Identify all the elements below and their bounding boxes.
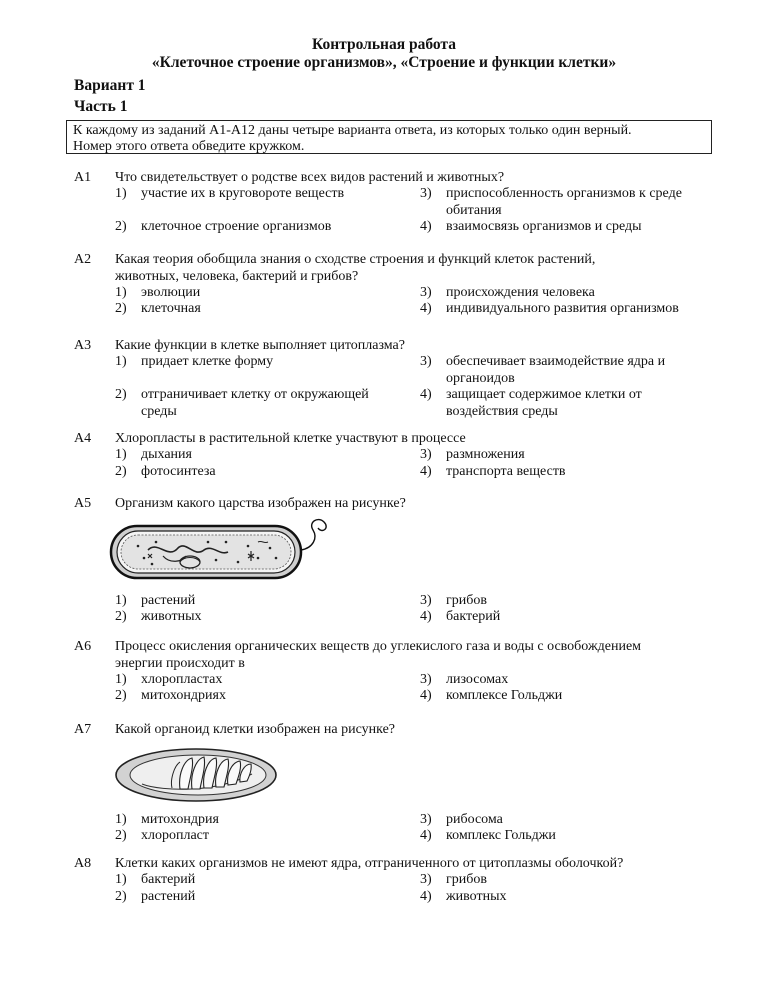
option-number: 3): [420, 447, 432, 462]
instruction-line-2: Номер этого ответа обведите кружком.: [73, 139, 305, 154]
option-number: 2): [115, 387, 127, 402]
option-text: [446, 447, 525, 464]
option-number: 4): [420, 828, 432, 843]
instruction-box: [66, 120, 712, 154]
question-number: А7: [74, 722, 92, 737]
option-text-line: хлоропласт: [141, 828, 210, 843]
option-text-line: грибов: [446, 593, 487, 608]
option-text-line: эволюции: [141, 285, 201, 300]
question-text-line: Процесс окисления органических веществ до углекислого газа и воды с освобождением: [115, 639, 642, 654]
question-text: [115, 856, 675, 873]
question-text: [115, 431, 675, 448]
option-text: [446, 672, 508, 689]
option-text: [141, 285, 200, 302]
question-text: [115, 338, 675, 355]
option-text-line: защищает содержимое клетки от: [446, 387, 642, 402]
option-text: [141, 301, 201, 318]
option-text-line: комплекс Гольджи: [446, 828, 556, 843]
option-text-line: животных: [446, 889, 507, 904]
option-number: 1): [115, 672, 127, 687]
instruction-line-1: К каждому из заданий А1-А12 даны четыре варианта ответа, из которых только один верный.: [73, 123, 632, 138]
question-text: [115, 496, 675, 513]
question-text-line: Какой органоид клетки изображен на рисунке?: [115, 722, 395, 737]
option-text: [446, 609, 500, 626]
option-text: [141, 219, 331, 236]
option-text: [446, 354, 665, 387]
question-number: А3: [74, 338, 92, 353]
option-number: 2): [115, 889, 127, 904]
option-text: [446, 186, 682, 219]
option-text: [141, 872, 195, 889]
option-text-line: растений: [141, 593, 196, 608]
option-text-line: бактерий: [446, 609, 501, 624]
option-number: 2): [115, 609, 127, 624]
option-number: 4): [420, 688, 432, 703]
option-text-line: лизосомах: [446, 672, 509, 687]
option-number: 3): [420, 354, 432, 369]
option-text-line: придает клетке форму: [141, 354, 274, 369]
question-text: [115, 252, 675, 285]
question-number: А1: [74, 170, 92, 185]
option-text: [446, 889, 507, 906]
option-text-line: органоидов: [446, 370, 515, 386]
option-text-line: митохондрия: [141, 812, 219, 827]
question-number: А6: [74, 639, 92, 654]
option-number: 1): [115, 872, 127, 887]
option-number: 3): [420, 186, 432, 201]
option-text: [446, 219, 642, 236]
part-heading: Часть 1: [74, 98, 128, 115]
option-number: 1): [115, 186, 127, 201]
option-text: [141, 889, 195, 906]
option-number: 2): [115, 219, 127, 234]
option-text: [141, 387, 369, 420]
option-text-line: фотосинтеза: [141, 464, 216, 479]
option-text-line: митохондриях: [141, 688, 226, 703]
option-text: [446, 828, 556, 845]
option-text-line: рибосома: [446, 812, 503, 827]
option-text: [141, 464, 216, 481]
option-number: 3): [420, 672, 432, 687]
option-text: [141, 828, 209, 845]
option-text-line: дыхания: [141, 447, 192, 462]
question-text: [115, 639, 675, 672]
option-text: [446, 872, 487, 889]
option-number: 1): [115, 285, 127, 300]
variant-heading: Вариант 1: [74, 77, 146, 94]
option-text-line: размножения: [446, 447, 525, 462]
option-text-line: грибов: [446, 872, 487, 887]
option-number: 3): [420, 812, 432, 827]
option-text-line: растений: [141, 889, 196, 904]
option-text: [446, 387, 642, 420]
mitochondrion-illustration: [112, 744, 282, 804]
question-text-line: животных, человека, бактерий и грибов?: [115, 268, 359, 284]
option-text: [141, 688, 226, 705]
bacterium-illustration: [108, 512, 340, 584]
option-number: 1): [115, 447, 127, 462]
option-text-line: взаимосвязь организмов и среды: [446, 219, 642, 234]
option-text: [446, 812, 503, 829]
question-text: [115, 722, 675, 739]
option-text: [446, 301, 679, 318]
option-number: 4): [420, 219, 432, 234]
option-number: 1): [115, 354, 127, 369]
option-number: 4): [420, 464, 432, 479]
option-text-line: среды: [141, 403, 177, 419]
option-text-line: происхождения человека: [446, 285, 595, 300]
question-number: А8: [74, 856, 92, 871]
option-number: 4): [420, 387, 432, 402]
option-text-line: клеточное строение организмов: [141, 219, 332, 234]
option-text: [141, 672, 222, 689]
option-text-line: обеспечивает взаимодействие ядра и: [446, 354, 666, 369]
question-text: [115, 170, 675, 187]
option-text-line: транспорта веществ: [446, 464, 566, 479]
option-text: [446, 464, 566, 481]
question-text-line: Что свидетельствует о родстве всех видов растений и животных?: [115, 170, 505, 185]
option-number: 3): [420, 285, 432, 300]
option-text-line: хлоропластах: [141, 672, 223, 687]
option-number: 2): [115, 301, 127, 316]
option-text: [446, 593, 487, 610]
option-number: 4): [420, 301, 432, 316]
question-text-line: энергии происходит в: [115, 655, 245, 671]
document-subtitle: «Клеточное строение организмов», «Строение и функции клетки»: [151, 54, 617, 71]
option-text-line: клеточная: [141, 301, 201, 316]
option-text-line: индивидуального развития организмов: [446, 301, 679, 316]
option-number: 3): [420, 872, 432, 887]
option-text: [141, 186, 344, 203]
option-text-line: приспособленность организмов к среде: [446, 186, 682, 201]
option-number: 1): [115, 812, 127, 827]
question-text-line: Хлоропласты в растительной клетке участвуют в процессе: [115, 431, 466, 446]
document-title: Контрольная работа: [312, 36, 456, 53]
option-text: [141, 593, 195, 610]
option-text: [141, 609, 202, 626]
question-text-line: Какая теория обобщила знания о сходстве строения и функций клеток растений,: [115, 252, 596, 267]
question-number: А4: [74, 431, 92, 446]
option-text-line: обитания: [446, 202, 502, 218]
option-text-line: комплексе Гольджи: [446, 688, 563, 703]
option-text: [446, 285, 595, 302]
option-text: [141, 447, 192, 464]
option-text: [141, 354, 273, 371]
option-number: 1): [115, 593, 127, 608]
option-number: 4): [420, 609, 432, 624]
option-number: 2): [115, 464, 127, 479]
option-text-line: участие их в круговороте веществ: [141, 186, 345, 201]
question-number: А5: [74, 496, 92, 511]
question-text-line: Клетки каких организмов не имеют ядра, отграниченного от цитоплазмы оболочкой?: [115, 856, 624, 871]
option-text-line: бактерий: [141, 872, 196, 887]
option-text-line: отграничивает клетку от окружающей: [141, 387, 369, 402]
option-text-line: воздействия среды: [446, 403, 558, 419]
question-text-line: Какие функции в клетке выполняет цитоплазма?: [115, 338, 405, 353]
question-number: А2: [74, 252, 92, 267]
option-number: 2): [115, 688, 127, 703]
option-number: 2): [115, 828, 127, 843]
option-number: 3): [420, 593, 432, 608]
question-text-line: Организм какого царства изображен на рисунке?: [115, 496, 406, 511]
option-text: [141, 812, 219, 829]
option-text-line: животных: [141, 609, 202, 624]
option-number: 4): [420, 889, 432, 904]
option-text: [446, 688, 562, 705]
